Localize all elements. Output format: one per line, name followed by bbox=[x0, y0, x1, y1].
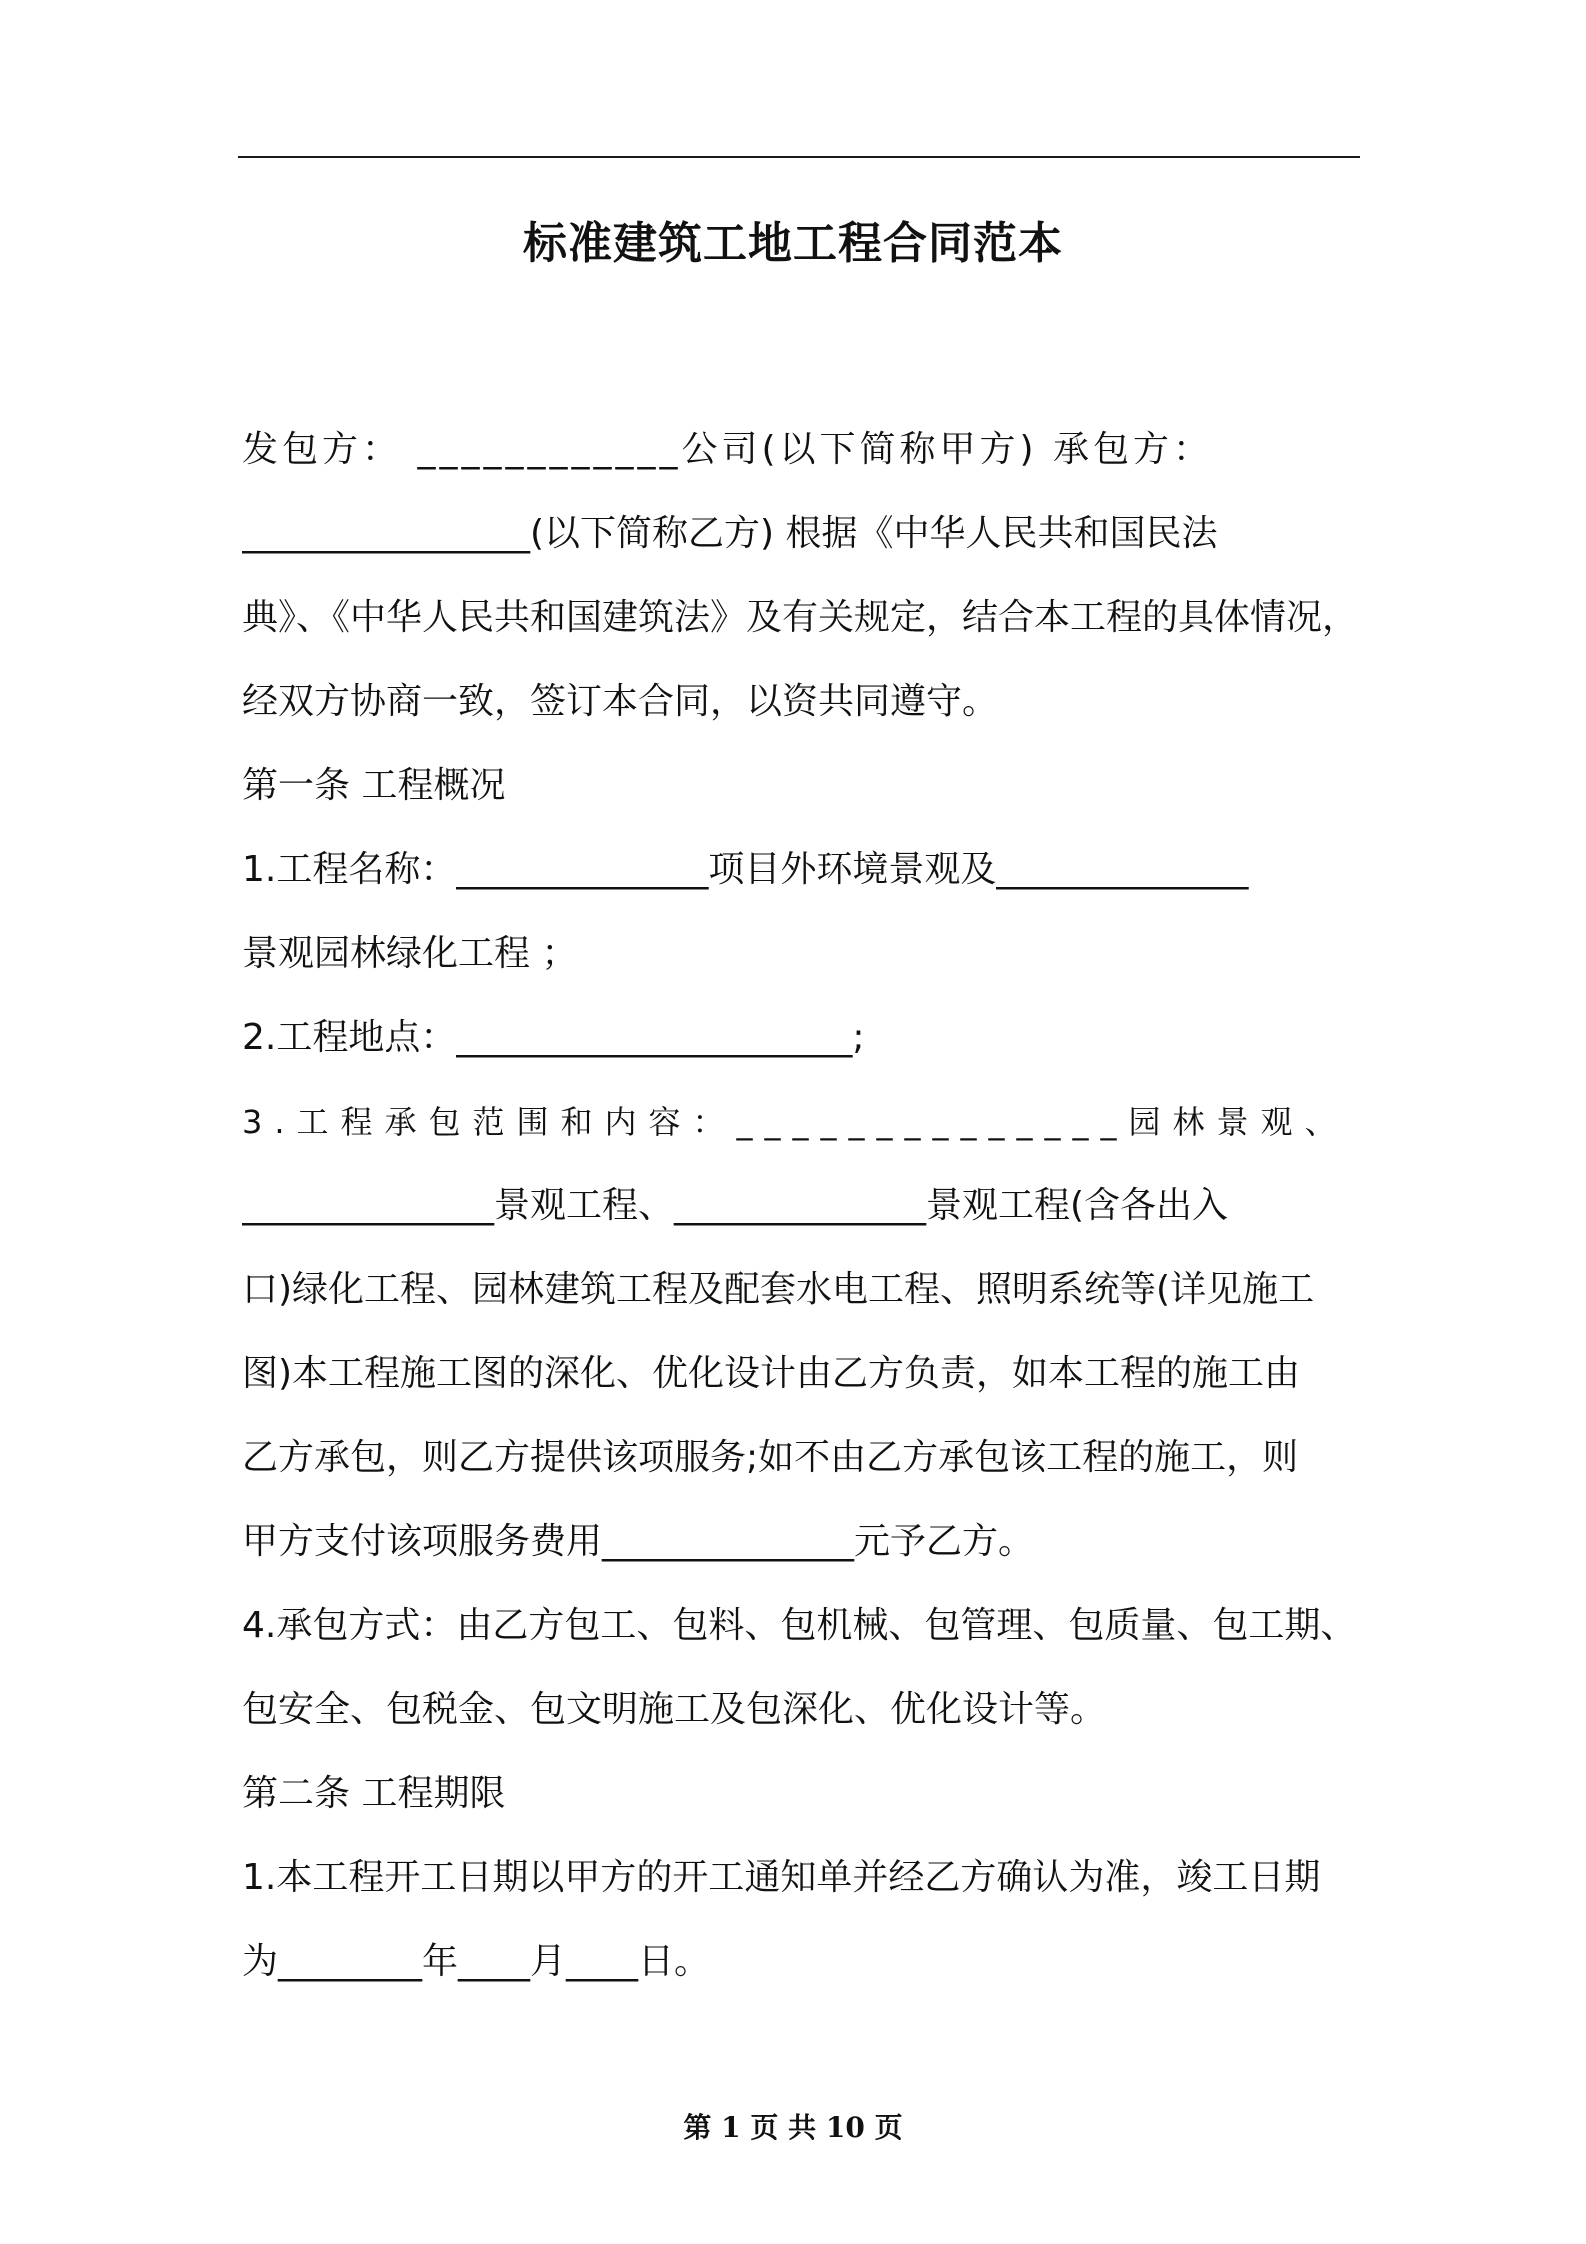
paragraph-line: 典》、《中华人民共和国建筑法》及有关规定，结合本工程的具体情况， bbox=[242, 597, 1358, 638]
paragraph-line: 图)本工程施工图的深化、优化设计由乙方负责，如本工程的施工由 bbox=[242, 1353, 1301, 1394]
paragraph-line: 经双方协商一致，签订本合同，以资共同遵守。 bbox=[242, 681, 999, 722]
paragraph-line: 2.工程地点：______________________; bbox=[242, 1017, 865, 1058]
paragraph-line: 1.本工程开工日期以甲方的开工通知单并经乙方确认为准，竣工日期 bbox=[242, 1857, 1321, 1898]
paragraph-line: ________________(以下简称乙方) 根据《中华人民共和国民法 bbox=[242, 513, 1218, 554]
document-title: 标准建筑工地工程合同范本 bbox=[523, 218, 1063, 269]
section-heading: 第二条 工程期限 bbox=[242, 1773, 506, 1814]
section-heading: 第一条 工程概况 bbox=[242, 765, 506, 806]
header-rule bbox=[238, 156, 1360, 158]
paragraph-line: 乙方承包，则乙方提供该项服务;如不由乙方承包该工程的施工，则 bbox=[242, 1437, 1299, 1478]
paragraph-line: 景观园林绿化工程 ； bbox=[242, 933, 578, 974]
paragraph-line: 4.承包方式：由乙方包工、包料、包机械、包管理、包质量、包工期、 bbox=[242, 1605, 1357, 1646]
paragraph-line: 口)绿化工程、园林建筑工程及配套水电工程、照明系统等(详见施工 bbox=[242, 1269, 1315, 1310]
contract-body bbox=[242, 408, 1358, 2004]
paragraph-line: 为________年____月____日。 bbox=[242, 1941, 711, 1982]
page-number: 第 1 页 共 10 页 bbox=[683, 2111, 903, 2144]
paragraph-line: 甲方支付该项服务费用______________元予乙方。 bbox=[242, 1521, 1035, 1562]
paragraph-line: 1.工程名称：______________项目外环境景观及______________ bbox=[242, 849, 1249, 890]
paragraph-line: 发包方： ____________公司(以下简称甲方) 承包方： bbox=[242, 429, 1213, 470]
paragraph-line: ______________景观工程、______________景观工程(含各出入 bbox=[242, 1185, 1229, 1226]
paragraph-line: 3.工程承包范围和内容：______________园林景观、 bbox=[242, 1103, 1349, 1141]
paragraph-line: 包安全、包税金、包文明施工及包深化、优化设计等。 bbox=[242, 1689, 1107, 1730]
